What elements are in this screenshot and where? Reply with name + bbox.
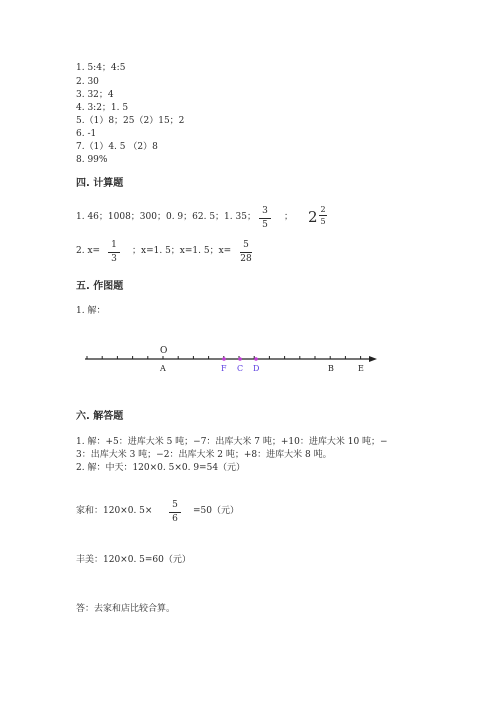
fraction-denominator: 5 xyxy=(262,220,268,230)
calc-q1-separator: ； xyxy=(284,212,294,222)
calc-q2-middle: ；x=1. 5；x=1. 5；x= xyxy=(132,246,232,256)
answer-line-5: 5.（1）8；25（2）15；2 xyxy=(76,116,185,126)
answer-line-2: 2. 30 xyxy=(76,77,99,87)
answer-line-7: 7.（1）4. 5 （2）8 xyxy=(76,142,158,152)
solution-line-3: 2. 解：中天：120×0. 5×0. 9=54（元） xyxy=(76,463,246,473)
section-heading-calc: 四. 计算题 xyxy=(76,178,124,189)
calc-q2-fraction-2 xyxy=(236,240,256,265)
fraction-numerator: 3 xyxy=(262,206,268,216)
section-heading-solutions: 六. 解答题 xyxy=(76,411,124,422)
answer-line-8: 8. 99% xyxy=(76,155,108,165)
answer-line-4: 4. 3:2；1. 5 xyxy=(76,103,129,113)
fraction-denominator: 5 xyxy=(320,217,326,226)
fraction-numerator: 5 xyxy=(243,240,249,250)
number-line xyxy=(0,340,500,380)
mixed-whole: 2 xyxy=(308,208,318,226)
fraction-bar xyxy=(108,252,120,253)
calc-q2-prefix: 2. x= xyxy=(76,246,101,256)
fraction-bar xyxy=(319,215,327,216)
number-line-arrow xyxy=(369,356,377,362)
point-c-marker xyxy=(238,357,242,361)
calc-q1-fraction xyxy=(255,206,275,231)
mixed-fraction xyxy=(318,205,328,226)
fraction-bar xyxy=(169,512,181,513)
solution-line-1: 1. 解：+5：进库大米 5 吨；−7：出库大米 7 吨；+10：进库大米 10 吨；− xyxy=(76,437,388,447)
label-c: C xyxy=(237,364,244,373)
fraction-denominator: 6 xyxy=(172,514,178,524)
answer-line-1: 1. 5:4；4:5 xyxy=(76,63,126,73)
fraction-numerator: 5 xyxy=(172,500,178,510)
fraction-bar xyxy=(259,218,271,219)
fengmei-line: 丰美：120×0. 5=60（元） xyxy=(76,555,191,565)
section-heading-drawing: 五. 作图题 xyxy=(76,281,124,292)
conclusion-line: 答：去家和店比较合算。 xyxy=(76,604,176,614)
label-f: F xyxy=(221,364,227,373)
label-a: A xyxy=(160,364,166,373)
fraction-denominator: 3 xyxy=(111,254,117,264)
calc-q1-mixed-number xyxy=(308,205,330,231)
calc-q2-fraction-1 xyxy=(104,240,124,265)
answer-line-6: 6. -1 xyxy=(76,129,97,139)
point-d-marker xyxy=(254,357,258,361)
fraction-numerator: 2 xyxy=(320,205,326,214)
fraction-denominator: 28 xyxy=(240,254,252,264)
solution-line-2: 3：出库大米 3 吨；−2：出库大米 2 吨；+8：进库大米 8 吨。 xyxy=(76,450,332,460)
jiahe-suffix: =50（元） xyxy=(193,506,239,516)
answer-line-3: 3. 32；4 xyxy=(76,90,114,100)
fraction-bar xyxy=(240,252,252,253)
calc-q1-text: 1. 46；1008；300；0. 9；62. 5；1. 35； xyxy=(76,212,256,222)
label-o: O xyxy=(160,346,168,356)
label-e: E xyxy=(358,364,364,373)
label-d: D xyxy=(253,364,260,373)
fraction-numerator: 1 xyxy=(111,240,117,250)
jiahe-prefix: 家和：120×0. 5× xyxy=(76,506,153,516)
drawing-answer-label: 1. 解： xyxy=(76,306,106,316)
label-b: B xyxy=(328,364,334,373)
jiahe-fraction xyxy=(165,500,185,525)
point-f-marker xyxy=(222,357,226,361)
